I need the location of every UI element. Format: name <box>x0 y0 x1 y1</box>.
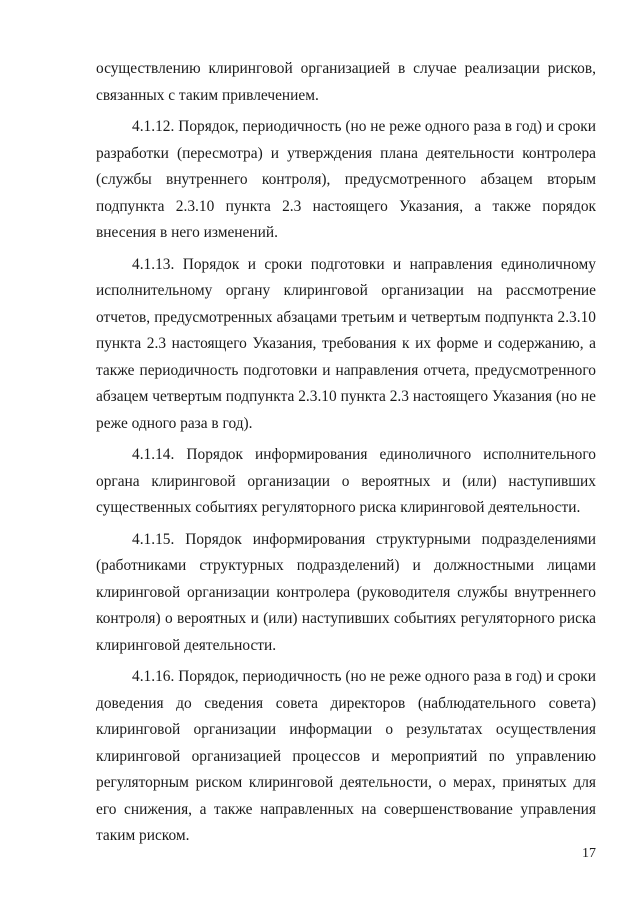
paragraph-4-1-16: 4.1.16. Порядок, периодичность (но не реже одного раза в год) и сроки доведения до сведения совета директоров (наблюдательного совета) клиринговой организации информации о результатах осуществления клиринговой организацией процессов и мероприятий по управлению регуляторным риском клиринговой деятельности, о мерах, принятых для его снижения, а также направленных на совершенствование управления таким риском. <box>96 668 596 844</box>
page-number: 17 <box>582 846 596 861</box>
paragraph-4-1-13: 4.1.13. Порядок и сроки подготовки и направления единоличному исполнительному органу клиринговой организации на рассмотрение отчетов, предусмотренных абзацами третьим и четвертым подпункта 2.3.10 пункта 2.3 настоящего Указания, требования к их форме и содержанию, а также периодичность подготовки и направления отчета, предусмотренного абзацем четвертым подпункта 2.3.10 пункта 2.3 настоящего Указания (но не реже одного раза в год). <box>96 255 596 432</box>
paragraph-4-1-14: 4.1.14. Порядок информирования единоличного исполнительного органа клиринговой организации о вероятных и (или) наступивших существенных событиях регуляторного риска клиринговой деятельности. <box>96 446 596 516</box>
paragraph-continuation: осуществлению клиринговой организацией в случае реализации рисков, связанных с таким привлечением. <box>96 60 596 104</box>
document-body <box>96 56 596 850</box>
paragraph-4-1-15: 4.1.15. Порядок информирования структурными подразделениями (работниками структурных подразделений) и должностными лицами клиринговой организации контролера (руководителя службы внутреннего контроля) о вероятных и (или) наступивших событиях регуляторного риска клиринговой деятельности. <box>96 530 596 654</box>
paragraph-4-1-12: 4.1.12. Порядок, периодичность (но не реже одного раза в год) и сроки разработки (пересмотра) и утверждения плана деятельности контролера (службы внутреннего контроля), предусмотренного абзацем вторым подпункта 2.3.10 пункта 2.3 настоящего Указания, а также порядок внесения в него изменений. <box>96 118 596 241</box>
